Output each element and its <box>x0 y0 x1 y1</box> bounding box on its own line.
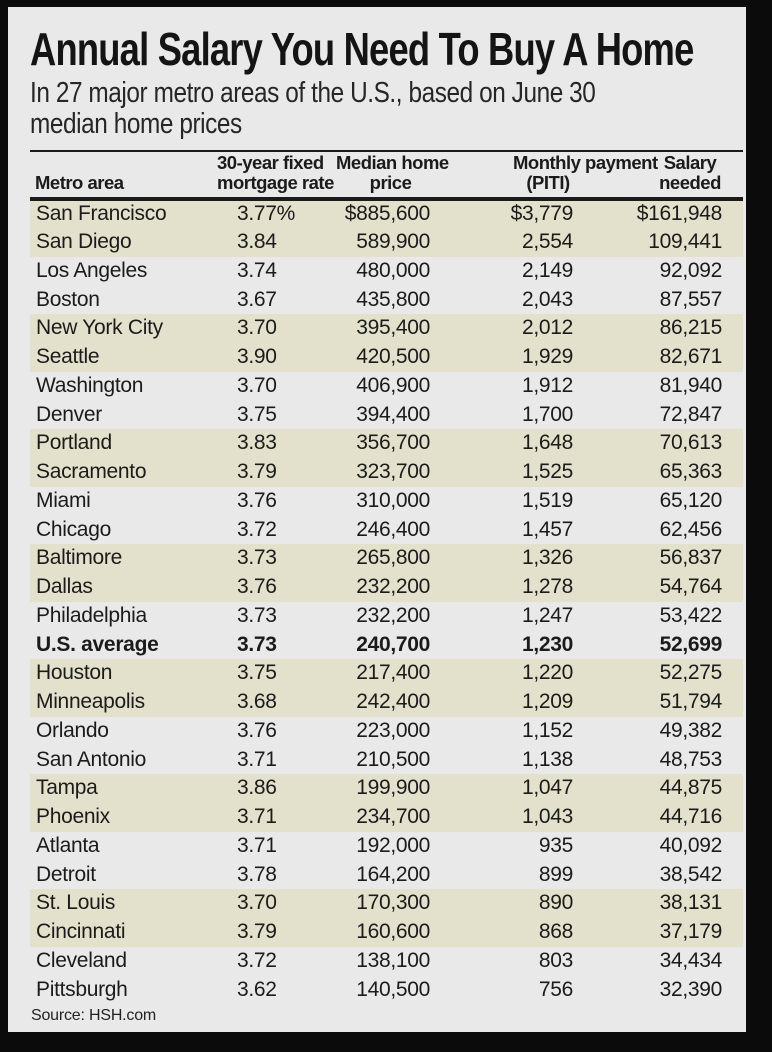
rate-cell: 3.86 <box>217 774 320 803</box>
rate-cell: 3.70 <box>237 373 277 397</box>
rate-cell: 3.83 <box>217 429 320 458</box>
salary-cell: 32,390 <box>659 977 722 1001</box>
rate-cell: 3.71 <box>217 803 320 832</box>
price-cell: 140,500 <box>356 977 430 1001</box>
metro-cell: Tampa <box>30 774 217 803</box>
payment-cell: 1,043 <box>445 803 583 832</box>
salary-cell: 86,215 <box>583 314 743 343</box>
rate-cell: 3.79 <box>217 918 320 947</box>
price-cell: 160,600 <box>320 918 445 947</box>
salary-cell: 44,716 <box>583 803 743 832</box>
table-row <box>30 199 743 228</box>
metro-cell: Phoenix <box>30 803 217 832</box>
rate-cell: 3.76 <box>217 573 320 602</box>
price-cell: 310,000 <box>356 488 430 512</box>
metro-cell: San Antonio <box>36 747 146 771</box>
price-cell: 356,700 <box>320 429 445 458</box>
price-cell: 265,800 <box>320 544 445 573</box>
payment-cell: 1,047 <box>445 774 583 803</box>
price-cell: 406,900 <box>356 373 430 397</box>
salary-cell: 52,275 <box>583 659 743 688</box>
price-cell: 223,000 <box>356 718 430 742</box>
metro-cell: Houston <box>30 659 217 688</box>
price-cell: 210,500 <box>356 747 430 771</box>
payment-cell: 935 <box>538 833 573 857</box>
price-cell: 323,700 <box>320 458 445 487</box>
col-header-mortgage-rate <box>217 151 334 199</box>
price-cell: 170,300 <box>320 889 445 918</box>
table-row <box>30 975 743 1004</box>
table-row <box>30 400 743 429</box>
price-cell: 395,400 <box>320 314 445 343</box>
table-row <box>30 803 743 832</box>
salary-cell: 51,794 <box>583 688 743 717</box>
rate-cell: 3.68 <box>217 688 320 717</box>
salary-cell: 48,753 <box>659 747 722 771</box>
salary-cell: 65,120 <box>659 488 722 512</box>
rate-cell: 3.75 <box>217 659 320 688</box>
metro-cell: Sacramento <box>30 458 217 487</box>
metro-cell: Philadelphia <box>36 603 147 627</box>
payment-cell: 803 <box>538 948 573 972</box>
metro-cell: Seattle <box>30 343 217 372</box>
metro-cell: Cleveland <box>36 948 127 972</box>
salary-cell: 49,382 <box>659 718 722 742</box>
payment-cell: 2,012 <box>445 314 583 343</box>
header-line: needed <box>659 172 721 193</box>
price-cell: 192,000 <box>356 833 430 857</box>
salary-cell: 62,456 <box>659 517 722 541</box>
metro-cell: Orlando <box>36 718 109 742</box>
salary-cell: 70,613 <box>583 429 743 458</box>
salary-cell: 92,092 <box>659 258 722 282</box>
rate-cell: 3.76 <box>237 718 277 742</box>
rate-cell: 3.67 <box>237 287 277 311</box>
salary-cell: 38,542 <box>659 862 722 886</box>
metro-cell: Denver <box>36 402 102 426</box>
salary-cell: 56,837 <box>583 544 743 573</box>
metro-cell: Baltimore <box>30 544 217 573</box>
rate-cell: 3.79 <box>217 458 320 487</box>
metro-cell: Dallas <box>30 573 217 602</box>
payment-cell: 1,152 <box>521 718 573 742</box>
subtitle <box>30 78 629 140</box>
price-cell: 232,200 <box>320 573 445 602</box>
col-header-metro-area <box>30 151 217 199</box>
table-row <box>30 630 743 659</box>
rate-cell: 3.76 <box>237 488 277 512</box>
rate-cell: 3.78 <box>237 862 277 886</box>
price-cell: 480,000 <box>356 258 430 282</box>
metro-cell: Pittsburgh <box>36 977 128 1001</box>
header-line: Monthly payment <box>513 152 658 173</box>
rate-cell: 3.70 <box>217 314 320 343</box>
payment-cell: 1,138 <box>521 747 573 771</box>
table-row <box>30 544 743 573</box>
metro-cell: Portland <box>30 429 217 458</box>
salary-cell: 72,847 <box>659 402 722 426</box>
table-row <box>30 458 743 487</box>
salary-cell: 87,557 <box>659 287 722 311</box>
payment-cell: 1,247 <box>521 603 573 627</box>
table-row <box>30 285 743 314</box>
col-header-monthly-payment <box>445 151 658 199</box>
price-cell: 164,200 <box>356 862 430 886</box>
salary-cell: 82,671 <box>583 343 743 372</box>
table-row <box>30 372 743 401</box>
rate-cell: 3.73 <box>237 632 277 656</box>
table-row <box>30 918 743 947</box>
table-row <box>30 745 743 774</box>
price-cell: $885,600 <box>320 199 445 228</box>
header-line: Median home <box>336 152 449 173</box>
salary-cell: 109,441 <box>583 228 743 257</box>
header-line: 30-year fixed <box>217 152 324 173</box>
salary-cell: 65,363 <box>583 458 743 487</box>
salary-cell: 44,875 <box>583 774 743 803</box>
table-row <box>30 314 743 343</box>
metro-cell: New York City <box>30 314 217 343</box>
metro-cell: U.S. average <box>36 632 159 656</box>
rate-cell: 3.73 <box>217 544 320 573</box>
table-row <box>30 257 743 286</box>
table-row <box>30 832 743 861</box>
payment-cell: 1,230 <box>521 632 573 656</box>
table-row <box>30 889 743 918</box>
table-row <box>30 343 743 372</box>
payment-cell: 1,912 <box>521 373 573 397</box>
payment-cell: 1,519 <box>521 488 573 512</box>
price-cell: 394,400 <box>356 402 430 426</box>
price-cell: 217,400 <box>320 659 445 688</box>
rate-cell: 3.71 <box>237 747 277 771</box>
price-cell: 242,400 <box>320 688 445 717</box>
header-line: price <box>369 172 412 193</box>
payment-cell: 1,929 <box>445 343 583 372</box>
payment-cell: 1,278 <box>445 573 583 602</box>
price-cell: 234,700 <box>320 803 445 832</box>
metro-cell: Los Angeles <box>36 258 148 282</box>
table-row <box>30 228 743 257</box>
metro-cell: Atlanta <box>36 833 100 857</box>
table-row <box>30 717 743 746</box>
rate-cell: 3.74 <box>237 258 277 282</box>
metro-cell: Cincinnati <box>30 918 217 947</box>
rate-cell: 3.72 <box>237 517 277 541</box>
payment-cell: 2,149 <box>521 258 573 282</box>
metro-cell: Boston <box>36 287 100 311</box>
metro-cell: Chicago <box>36 517 111 541</box>
price-cell: 246,400 <box>356 517 430 541</box>
table-row <box>30 860 743 889</box>
payment-cell: 1,326 <box>445 544 583 573</box>
subtitle-line-2: median home prices <box>30 108 242 140</box>
price-cell: 232,200 <box>356 603 430 627</box>
rate-cell: 3.77% <box>217 199 320 228</box>
page-title: Annual Salary You Need To Buy A Home <box>30 23 694 75</box>
rate-cell: 3.70 <box>217 889 320 918</box>
header-line: Metro area <box>35 172 124 193</box>
table-row <box>30 688 743 717</box>
table-row <box>30 573 743 602</box>
table-row <box>30 774 743 803</box>
metro-cell: San Francisco <box>30 199 217 228</box>
table-row <box>30 487 743 516</box>
table-row <box>30 515 743 544</box>
salary-table <box>30 150 743 1004</box>
rate-cell: 3.62 <box>237 977 277 1001</box>
metro-cell: Miami <box>36 488 91 512</box>
salary-cell: 40,092 <box>659 833 722 857</box>
salary-cell: 38,131 <box>583 889 743 918</box>
price-cell: 589,900 <box>320 228 445 257</box>
payment-cell: 1,525 <box>445 458 583 487</box>
payment-cell: 1,648 <box>445 429 583 458</box>
payment-cell: 868 <box>445 918 583 947</box>
rate-cell: 3.73 <box>237 603 277 627</box>
price-cell: 435,800 <box>356 287 430 311</box>
salary-cell: 54,764 <box>583 573 743 602</box>
header-line: Salary <box>663 152 717 173</box>
table-header <box>30 151 743 199</box>
table-body <box>30 199 743 1004</box>
salary-cell: 52,699 <box>659 632 722 656</box>
salary-cell: 81,940 <box>659 373 722 397</box>
metro-cell: Minneapolis <box>30 688 217 717</box>
salary-cell: 37,179 <box>583 918 743 947</box>
col-header-median-price <box>320 151 449 199</box>
table-row <box>30 602 743 631</box>
payment-cell: 1,220 <box>445 659 583 688</box>
payment-cell: $3,779 <box>445 199 583 228</box>
header-line: (PITI) <box>526 172 570 193</box>
table-row <box>30 659 743 688</box>
price-cell: 199,900 <box>320 774 445 803</box>
header-row <box>30 151 743 199</box>
rate-cell: 3.72 <box>237 948 277 972</box>
payment-cell: 2,043 <box>521 287 573 311</box>
metro-cell: Washington <box>36 373 144 397</box>
salary-cell: 34,434 <box>659 948 722 972</box>
table-row <box>30 947 743 976</box>
price-cell: 138,100 <box>356 948 430 972</box>
subtitle-line-1: In 27 major metro areas of the U.S., based on June 30 <box>30 77 596 109</box>
payment-cell: 2,554 <box>445 228 583 257</box>
metro-cell: St. Louis <box>30 889 217 918</box>
payment-cell: 756 <box>538 977 573 1001</box>
rate-cell: 3.71 <box>237 833 277 857</box>
table-row <box>30 429 743 458</box>
payment-cell: 1,209 <box>445 688 583 717</box>
source-credit: Source: HSH.com <box>31 1007 157 1024</box>
payment-cell: 890 <box>445 889 583 918</box>
price-cell: 240,700 <box>356 632 430 656</box>
graphic-panel <box>8 7 746 1032</box>
metro-cell: Detroit <box>36 862 96 886</box>
payment-cell: 1,457 <box>521 517 573 541</box>
rate-cell: 3.84 <box>217 228 320 257</box>
salary-cell: 53,422 <box>659 603 722 627</box>
header-line: mortgage rate <box>217 172 334 193</box>
rate-cell: 3.90 <box>217 343 320 372</box>
payment-cell: 899 <box>538 862 573 886</box>
metro-cell: San Diego <box>30 228 217 257</box>
rate-cell: 3.75 <box>237 402 277 426</box>
salary-cell: $161,948 <box>583 199 743 228</box>
payment-cell: 1,700 <box>521 402 573 426</box>
panel-content <box>8 23 746 1052</box>
price-cell: 420,500 <box>320 343 445 372</box>
